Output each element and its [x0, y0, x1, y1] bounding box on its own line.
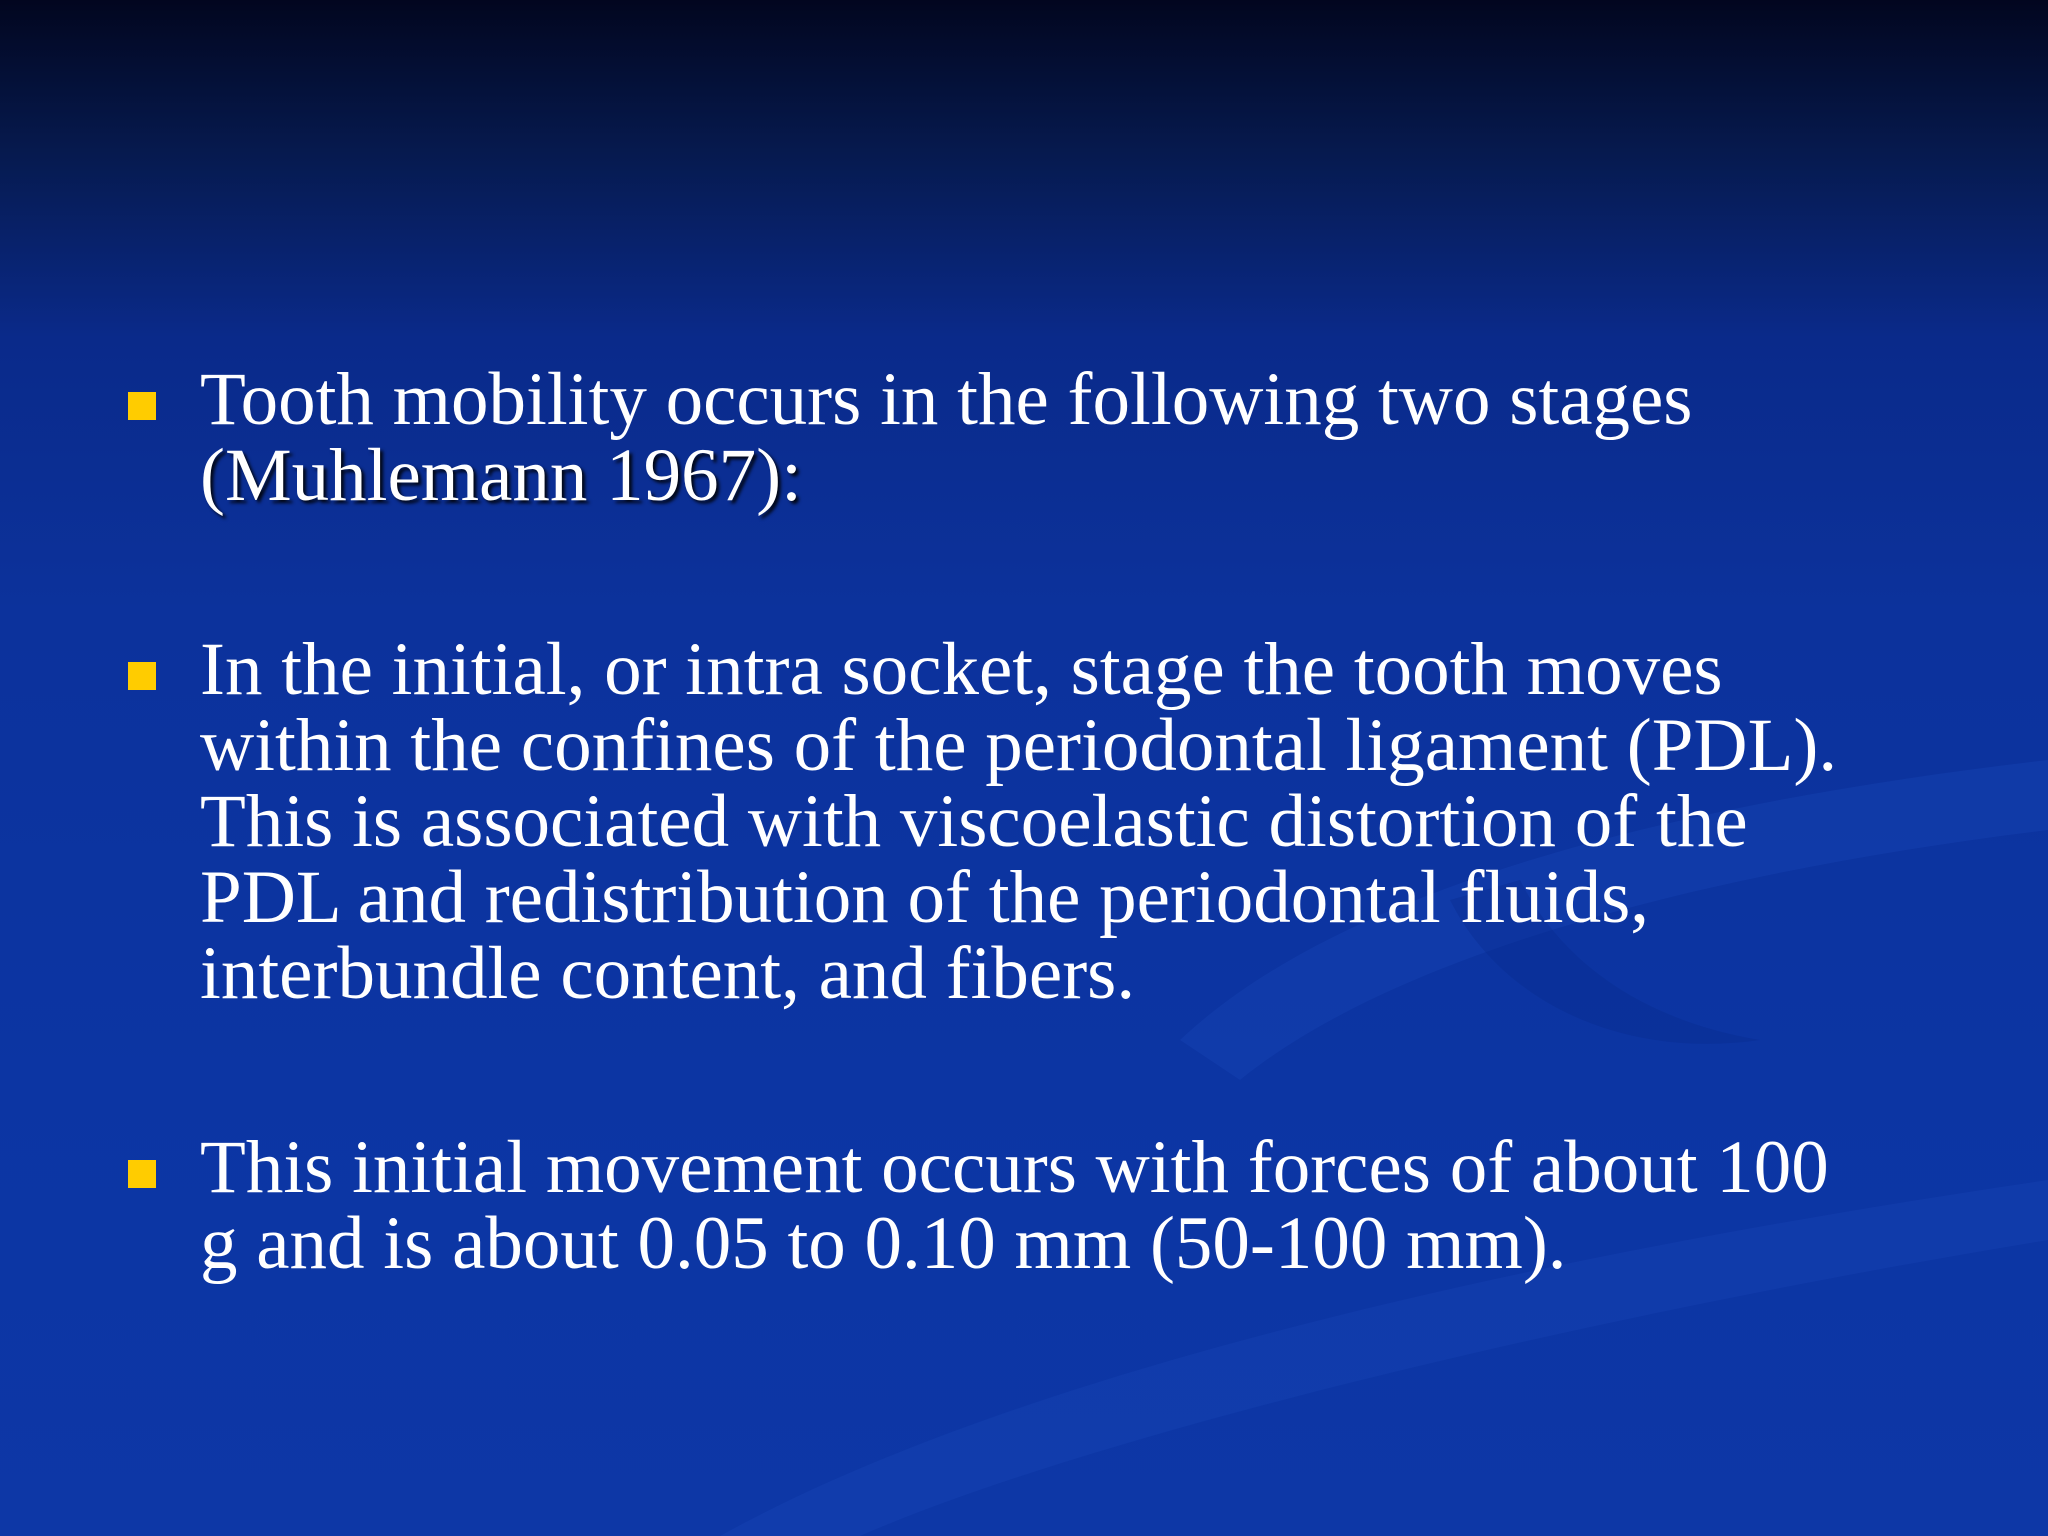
bullet-text-line: Tooth mobility occurs in the following two stages: [200, 358, 1693, 441]
bullet-text-line: (Muhlemann 1967):: [200, 434, 802, 517]
square-bullet-icon: [128, 662, 156, 690]
bullet-text-line: In the initial, or intra socket, stage the tooth moves: [200, 628, 1723, 711]
bullet-text-line: This is associated with viscoelastic distortion of the: [200, 780, 1748, 863]
bullet-item: [128, 1126, 1988, 1285]
square-bullet-icon: [128, 1160, 156, 1188]
bullet-text-line: within the confines of the periodontal ligament (PDL).: [200, 704, 1838, 787]
bullet-text-line: g and is about 0.05 to 0.10 mm (50-100 mm).: [200, 1202, 1567, 1285]
bullet-text-line: interbundle content, and fibers.: [200, 932, 1136, 1015]
bullet-item: [128, 358, 1988, 517]
square-bullet-icon: [128, 392, 156, 420]
bullet-text-line: This initial movement occurs with forces of about 100: [200, 1126, 1829, 1209]
bullet-text-line: PDL and redistribution of the periodontal fluids,: [200, 856, 1650, 939]
bullet-item: [128, 628, 1988, 1015]
slide-bullet-list: [128, 358, 1988, 1285]
